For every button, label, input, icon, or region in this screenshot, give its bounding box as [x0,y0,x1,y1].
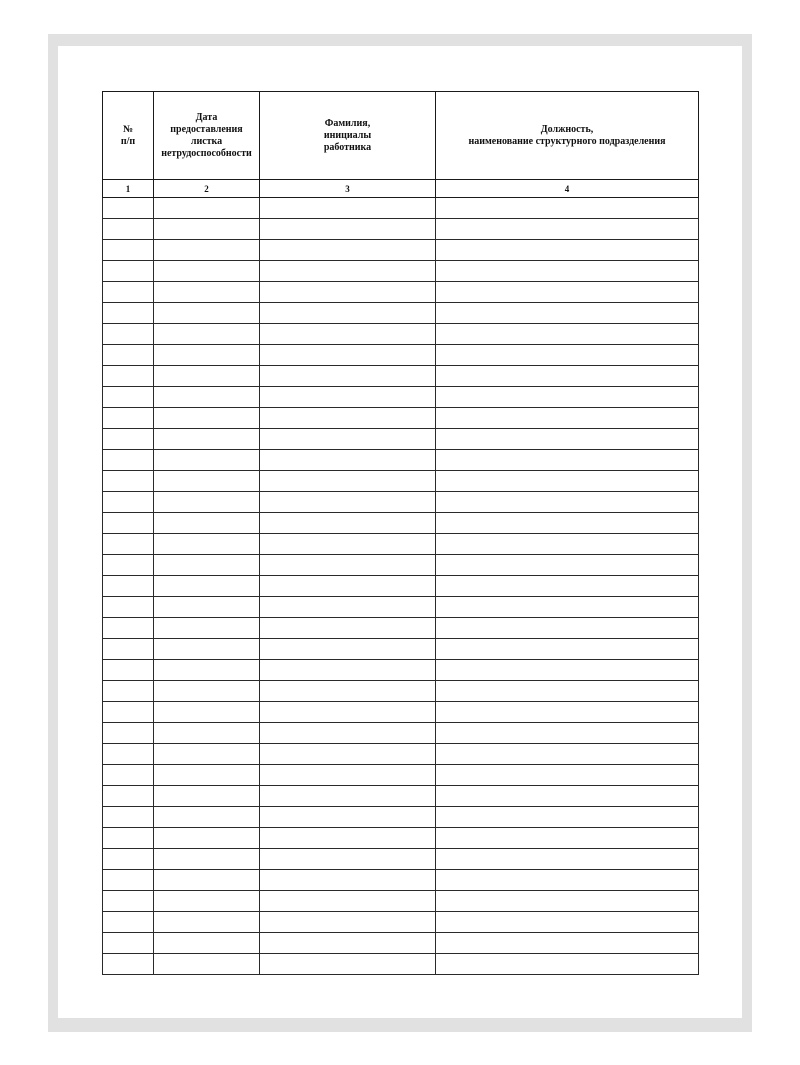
table-cell[interactable] [154,219,260,240]
table-cell[interactable] [436,429,699,450]
table-cell[interactable] [436,702,699,723]
journal-table [102,91,699,975]
table-cell[interactable] [436,933,699,954]
table-cell[interactable] [154,681,260,702]
table-cell[interactable] [436,891,699,912]
table-cell[interactable] [103,450,154,471]
table-row [103,954,699,975]
table-cell[interactable] [103,681,154,702]
table-cell[interactable] [154,324,260,345]
table-row [103,513,699,534]
table-cell[interactable] [260,639,436,660]
table-cell[interactable] [260,933,436,954]
table-cell[interactable] [103,786,154,807]
table-cell[interactable] [436,366,699,387]
header-number: № п/п [103,92,154,180]
column-number: 1 [103,180,154,198]
table-cell[interactable] [154,534,260,555]
header-name: Фамилия, инициалы работника [260,92,436,180]
table-cell[interactable] [436,786,699,807]
table-cell[interactable] [103,282,154,303]
table-cell[interactable] [103,870,154,891]
table-cell[interactable] [103,366,154,387]
table-cell[interactable] [436,849,699,870]
table-cell[interactable] [436,723,699,744]
table-cell[interactable] [154,702,260,723]
table-cell[interactable] [260,618,436,639]
table-cell[interactable] [436,492,699,513]
table-cell[interactable] [436,450,699,471]
table-row [103,870,699,891]
table-row [103,366,699,387]
table-cell[interactable] [154,282,260,303]
table-cell[interactable] [103,387,154,408]
table-cell[interactable] [154,366,260,387]
table-cell[interactable] [260,345,436,366]
table-row [103,303,699,324]
table-row [103,324,699,345]
table-row [103,849,699,870]
table-cell[interactable] [154,513,260,534]
table-cell[interactable] [154,261,260,282]
table-cell[interactable] [436,681,699,702]
table-row [103,597,699,618]
table-cell[interactable] [436,618,699,639]
table-cell[interactable] [436,870,699,891]
table-cell[interactable] [436,240,699,261]
table-cell[interactable] [260,471,436,492]
table-cell[interactable] [154,807,260,828]
table-cell[interactable] [260,891,436,912]
table-cell[interactable] [260,744,436,765]
table-cell[interactable] [260,429,436,450]
table-cell[interactable] [154,240,260,261]
table-row [103,639,699,660]
table-cell[interactable] [154,786,260,807]
table-row [103,408,699,429]
table-row [103,912,699,933]
table-row [103,702,699,723]
table-cell[interactable] [103,219,154,240]
table-row [103,660,699,681]
table-cell[interactable] [436,387,699,408]
table-row [103,282,699,303]
table-cell[interactable] [260,702,436,723]
table-cell[interactable] [436,555,699,576]
table-cell[interactable] [154,387,260,408]
table-cell[interactable] [154,555,260,576]
table-cell[interactable] [103,849,154,870]
table-cell[interactable] [154,408,260,429]
table-cell[interactable] [436,660,699,681]
table-body [103,198,699,975]
table-cell[interactable] [260,303,436,324]
header-date: Дата предоставления листка нетрудоспособности [154,92,260,180]
table-cell[interactable] [103,765,154,786]
column-number: 4 [436,180,699,198]
table-cell[interactable] [260,912,436,933]
table-cell[interactable] [154,303,260,324]
table-cell[interactable] [436,198,699,219]
table-cell[interactable] [260,660,436,681]
table-cell[interactable] [103,702,154,723]
table-cell[interactable] [103,618,154,639]
table-cell[interactable] [103,576,154,597]
table-cell[interactable] [154,765,260,786]
table-cell[interactable] [436,282,699,303]
table-row [103,429,699,450]
table-cell[interactable] [103,534,154,555]
table-cell[interactable] [436,303,699,324]
table-row [103,219,699,240]
table-cell[interactable] [260,282,436,303]
table-cell[interactable] [436,954,699,975]
table-cell[interactable] [103,891,154,912]
table-cell[interactable] [103,261,154,282]
table-cell[interactable] [154,828,260,849]
table-row [103,387,699,408]
table-cell[interactable] [260,492,436,513]
table-cell[interactable] [154,954,260,975]
table-cell[interactable] [436,597,699,618]
table-cell[interactable] [436,408,699,429]
table-cell[interactable] [103,912,154,933]
table-row [103,744,699,765]
table-cell[interactable] [260,198,436,219]
table-cell[interactable] [154,450,260,471]
table-cell[interactable] [154,912,260,933]
table-cell[interactable] [103,303,154,324]
table-cell[interactable] [103,555,154,576]
table-cell[interactable] [103,954,154,975]
table-cell[interactable] [436,807,699,828]
table-cell[interactable] [436,513,699,534]
table-cell[interactable] [154,618,260,639]
table-cell[interactable] [260,240,436,261]
table-cell[interactable] [103,345,154,366]
table-cell[interactable] [103,807,154,828]
table-cell[interactable] [154,492,260,513]
table-cell[interactable] [154,471,260,492]
table-row [103,765,699,786]
table-row [103,492,699,513]
table-cell[interactable] [260,534,436,555]
table-cell[interactable] [154,597,260,618]
table-cell[interactable] [103,723,154,744]
table-cell[interactable] [154,429,260,450]
table-cell[interactable] [154,723,260,744]
table-cell[interactable] [103,324,154,345]
table-cell[interactable] [260,219,436,240]
table-cell[interactable] [260,366,436,387]
column-number: 2 [154,180,260,198]
table-cell[interactable] [260,408,436,429]
table-cell[interactable] [103,744,154,765]
table-cell[interactable] [260,828,436,849]
table-cell[interactable] [103,492,154,513]
table-cell[interactable] [260,555,436,576]
table-cell[interactable] [103,933,154,954]
table-cell[interactable] [436,639,699,660]
table-cell[interactable] [436,261,699,282]
table-cell[interactable] [436,471,699,492]
table-cell[interactable] [260,387,436,408]
table-row [103,240,699,261]
table-cell[interactable] [260,681,436,702]
table-cell[interactable] [154,744,260,765]
table-row [103,786,699,807]
table-cell[interactable] [260,765,436,786]
table-cell[interactable] [103,408,154,429]
table-row [103,198,699,219]
table-cell[interactable] [154,660,260,681]
table-cell[interactable] [154,639,260,660]
table-cell[interactable] [154,576,260,597]
header-position: Должность, наименование структурного подразделения [436,92,699,180]
table-cell[interactable] [436,345,699,366]
table-row [103,681,699,702]
table-cell[interactable] [436,765,699,786]
column-number-row [103,180,699,198]
header-row [103,92,699,180]
table-cell[interactable] [260,261,436,282]
table-cell[interactable] [436,534,699,555]
table-row [103,471,699,492]
table-cell[interactable] [436,324,699,345]
table-row [103,576,699,597]
table-cell[interactable] [103,828,154,849]
table-row [103,450,699,471]
table-cell[interactable] [103,639,154,660]
table-row [103,828,699,849]
table-row [103,534,699,555]
table-row [103,555,699,576]
table-cell[interactable] [436,828,699,849]
table-cell[interactable] [260,870,436,891]
table-cell[interactable] [436,912,699,933]
column-number: 3 [260,180,436,198]
table-row [103,723,699,744]
table-cell[interactable] [103,597,154,618]
table-cell[interactable] [260,513,436,534]
table-cell[interactable] [154,198,260,219]
table-cell[interactable] [260,807,436,828]
table-row [103,261,699,282]
table-cell[interactable] [436,219,699,240]
table-cell[interactable] [260,954,436,975]
table-row [103,345,699,366]
table-cell[interactable] [260,576,436,597]
table-cell[interactable] [260,849,436,870]
table-cell[interactable] [260,597,436,618]
table-cell[interactable] [154,870,260,891]
table-cell[interactable] [154,933,260,954]
table-row [103,618,699,639]
table-cell[interactable] [103,198,154,219]
table-cell[interactable] [154,891,260,912]
table-cell[interactable] [103,660,154,681]
table-cell[interactable] [154,345,260,366]
table-cell[interactable] [260,324,436,345]
table-cell[interactable] [436,744,699,765]
table-cell[interactable] [103,513,154,534]
table-cell[interactable] [103,240,154,261]
table-row [103,807,699,828]
table-cell[interactable] [260,723,436,744]
table-cell[interactable] [260,786,436,807]
table-row [103,933,699,954]
table-cell[interactable] [103,429,154,450]
table-cell[interactable] [260,450,436,471]
table-cell[interactable] [103,471,154,492]
table-cell[interactable] [154,849,260,870]
table-cell[interactable] [436,576,699,597]
table-row [103,891,699,912]
